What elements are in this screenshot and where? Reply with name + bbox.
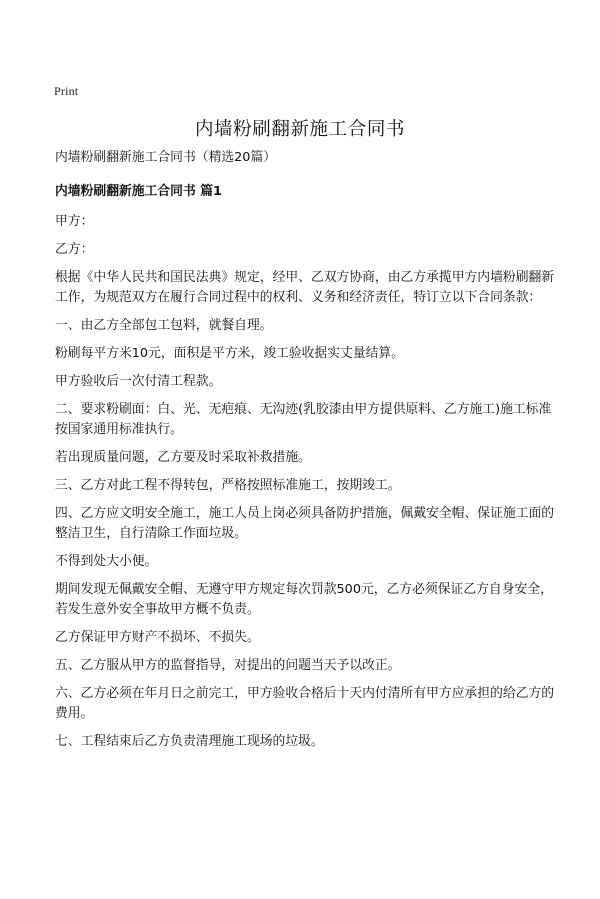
clause-1: 一、由乙方全部包工包料，就餐自理。 (55, 318, 273, 333)
clause-5: 五、乙方服从甲方的监督指导，对提出的问题当天予以改正。 (55, 658, 401, 673)
clause-1-price: 粉刷每平方米10元，面积是平方米，竣工验收据实丈量结算。 (55, 346, 405, 361)
document-title: 内墙粉刷翻新施工合同书 (194, 119, 406, 140)
clause-4-hygiene: 不得到处大小便。 (55, 554, 158, 569)
clause-4-property: 乙方保证甲方财产不损坏、不损失。 (55, 630, 260, 645)
print-label: Print (54, 84, 79, 98)
party-b-line: 乙方： (55, 242, 94, 257)
clause-4-penalty: 期间发现无佩戴安全帽、无遵守甲方规定每次罚款500元，乙方必须保证乙方自身安全，若发生意外安全事故甲方概不负责。 (55, 582, 553, 617)
clause-7: 七、工程结束后乙方负责清理施工现场的垃圾。 (55, 734, 324, 749)
document-body (55, 148, 555, 760)
clause-1-payment: 甲方验收后一次付清工程款。 (55, 374, 222, 389)
clause-6: 六、乙方必须在年月日之前完工，甲方验收合格后十天内付清所有甲方应承担的给乙方的费用。 (55, 686, 555, 721)
clause-3: 三、乙方对此工程不得转包，严格按照标准施工，按期竣工。 (55, 478, 401, 493)
clause-4: 四、乙方应文明安全施工，施工人员上岗必须具备防护措施，佩戴安全帽、保证施工面的整洁卫生，自行清除工作面垃圾。 (55, 506, 555, 541)
clause-2-remedy: 若出现质量问题，乙方要及时采取补救措施。 (55, 450, 311, 465)
document-subtitle: 内墙粉刷翻新施工合同书（精选20篇） (55, 150, 277, 165)
section-heading: 内墙粉刷翻新施工合同书 篇1 (55, 184, 222, 199)
paragraph-preamble: 根据《中华人民共和国民法典》规定，经甲、乙双方协商，由乙方承揽甲方内墙粉刷翻新工作，为规范双方在履行合同过程中的权利、义务和经济责任，特订立以下合同条款： (55, 270, 555, 305)
party-a-line: 甲方： (55, 214, 94, 229)
clause-2: 二、要求粉刷面：白、光、无疤痕、无沟迹(乳胶漆由甲方提供原料、乙方施工)施工标准按国家通用标准执行。 (55, 402, 552, 437)
